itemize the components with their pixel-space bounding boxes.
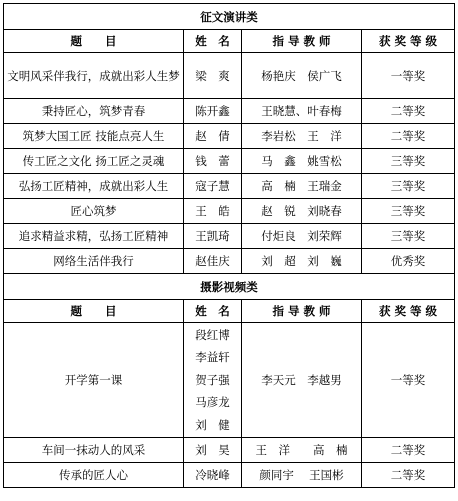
header-title: 题 目 — [4, 300, 184, 323]
entry-name: 刘 昊 — [184, 438, 242, 463]
entry-title: 文明风采伴我行，成就出彩人生梦 — [4, 53, 184, 99]
entry-teacher: 高 楠 王瑞金 — [242, 174, 362, 199]
entry-name: 王 皓 — [184, 199, 242, 224]
entry-teacher: 付炬良 刘荣辉 — [242, 224, 362, 249]
entry-teacher: 刘 超 刘 巍 — [242, 249, 362, 274]
entry-teacher: 颜同宇 王国彬 — [242, 463, 362, 488]
entry-award: 二等奖 — [362, 438, 455, 463]
entry-award: 一等奖 — [362, 53, 455, 99]
entry-title: 匠心筑梦 — [4, 199, 184, 224]
header-award: 获 奖 等 级 — [362, 300, 455, 323]
section-title-essay: 征文演讲类 — [4, 4, 455, 30]
header-teacher: 指 导 教 师 — [242, 30, 362, 53]
entry-name: 段红博 — [195, 327, 230, 342]
entry-name: 钱 蕾 — [184, 149, 242, 174]
entry-name: 王凯琦 — [184, 224, 242, 249]
table-row — [4, 124, 455, 149]
table-row — [4, 224, 455, 249]
entry-name: 贺子强 — [195, 372, 230, 387]
entry-award: 优秀奖 — [362, 249, 455, 274]
entry-name: 刘 健 — [195, 417, 230, 432]
entry-title: 开学第一课 — [4, 323, 184, 438]
entry-name: 寇子慧 — [184, 174, 242, 199]
entry-award: 三等奖 — [362, 224, 455, 249]
entry-title: 网络生活伴我行 — [4, 249, 184, 274]
entry-award: 三等奖 — [362, 149, 455, 174]
header-award: 获 奖 等 级 — [362, 30, 455, 53]
header-teacher: 指 导 教 师 — [242, 300, 362, 323]
entry-name: 赵佳庆 — [184, 249, 242, 274]
entry-title: 传工匠之文化 扬工匠之灵魂 — [4, 149, 184, 174]
entry-teacher: 王晓慧、叶春梅 — [242, 99, 362, 124]
entry-award: 一等奖 — [362, 323, 455, 438]
entry-teacher: 赵 锐 刘晓春 — [242, 199, 362, 224]
entry-title: 车间一抹动人的风采 — [4, 438, 184, 463]
entry-name: 马彦龙 — [195, 395, 230, 410]
entry-names — [184, 323, 242, 438]
entry-name: 梁 爽 — [184, 53, 242, 99]
entry-teacher: 李岩松 王 洋 — [242, 124, 362, 149]
entry-name: 李益轩 — [195, 350, 230, 365]
awards-table — [3, 3, 455, 488]
section-title-photo: 摄影视频类 — [4, 274, 455, 300]
entry-title: 追求精益求精，弘扬工匠精神 — [4, 224, 184, 249]
table-row — [4, 323, 455, 438]
header-name: 姓 名 — [184, 30, 242, 53]
header-name: 姓 名 — [184, 300, 242, 323]
entry-title: 筑梦大国工匠 技能点亮人生 — [4, 124, 184, 149]
entry-award: 二等奖 — [362, 124, 455, 149]
table-row — [4, 438, 455, 463]
entry-award: 三等奖 — [362, 174, 455, 199]
entry-name: 冷晓峰 — [184, 463, 242, 488]
entry-teacher: 杨艳庆 侯广飞 — [242, 53, 362, 99]
table-row — [4, 199, 455, 224]
entry-title: 弘扬工匠精神，成就出彩人生 — [4, 174, 184, 199]
table-row — [4, 174, 455, 199]
entry-teacher: 马 鑫 姚雪松 — [242, 149, 362, 174]
table-row — [4, 53, 455, 99]
entry-title: 秉持匠心，筑梦青春 — [4, 99, 184, 124]
entry-name: 赵 倩 — [184, 124, 242, 149]
entry-teacher: 王 洋 高 楠 — [242, 438, 362, 463]
entry-title: 传承的匠人心 — [4, 463, 184, 488]
table-row — [4, 149, 455, 174]
entry-award: 二等奖 — [362, 99, 455, 124]
table-row — [4, 99, 455, 124]
table-row — [4, 463, 455, 488]
entry-teacher: 李天元 李越男 — [242, 323, 362, 438]
entry-award: 二等奖 — [362, 463, 455, 488]
entry-name: 陈开鑫 — [184, 99, 242, 124]
header-title: 题 目 — [4, 30, 184, 53]
entry-award: 三等奖 — [362, 199, 455, 224]
table-row — [4, 249, 455, 274]
